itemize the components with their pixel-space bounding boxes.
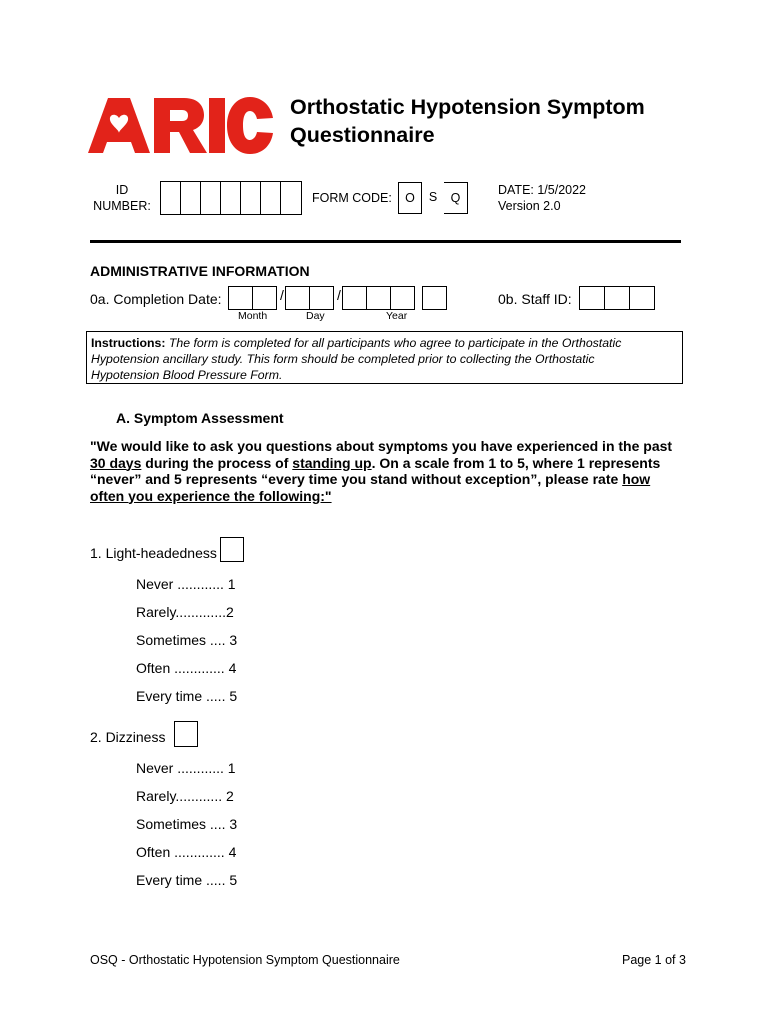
date-slash: / <box>280 287 284 303</box>
id-number-boxes[interactable] <box>160 181 302 215</box>
instructions-line-2: Hypotension ancillary study. This form should be completed prior to collecting the Orthostatic <box>91 352 595 366</box>
year-digit-box[interactable] <box>366 286 391 310</box>
month-digit-box[interactable] <box>252 286 277 310</box>
form-code-letter-q: Q <box>444 182 468 214</box>
footer-page-number: Page 1 of 3 <box>622 953 686 967</box>
completion-date-label: 0a. Completion Date: <box>90 291 222 307</box>
question-2-option-4: Often ............. 4 <box>136 844 237 860</box>
id-digit-box[interactable] <box>220 181 241 215</box>
question-1-option-1: Never ............ 1 <box>136 576 236 592</box>
aric-logo <box>86 96 276 154</box>
id-digit-box[interactable] <box>240 181 261 215</box>
question-1-option-5: Every time ..... 5 <box>136 688 238 704</box>
form-version: Version 2.0 <box>498 199 561 213</box>
question-1-answer-box[interactable] <box>220 537 244 562</box>
question-1-option-4: Often ............. 4 <box>136 660 237 676</box>
staff-id-input[interactable] <box>579 286 655 310</box>
form-code-boxes <box>398 182 468 214</box>
staff-id-label: 0b. Staff ID: <box>498 291 572 307</box>
day-digit-box[interactable] <box>285 286 310 310</box>
id-digit-box[interactable] <box>180 181 201 215</box>
question-2-option-5: Every time ..... 5 <box>136 872 238 888</box>
month-label: Month <box>238 310 268 322</box>
id-digit-box[interactable] <box>160 181 181 215</box>
staff-id-box[interactable] <box>604 286 630 310</box>
staff-id-box[interactable] <box>579 286 605 310</box>
question-1-label: 1. Light-headedness <box>90 545 217 561</box>
question-1-option-2: Rarely.............2 <box>136 604 234 620</box>
form-date: DATE: 1/5/2022 <box>498 183 587 197</box>
id-digit-box[interactable] <box>200 181 221 215</box>
date-slash: / <box>337 287 341 303</box>
question-2-answer-box[interactable] <box>174 721 198 747</box>
question-1-option-3: Sometimes .... 3 <box>136 632 238 648</box>
year-digit-box[interactable] <box>422 286 447 310</box>
instructions-line-3: Hypotension Blood Pressure Form. <box>91 368 283 382</box>
logo-text: ARIC <box>86 96 89 97</box>
question-2-label: 2. Dizziness <box>90 729 166 745</box>
question-2-option-3: Sometimes .... 3 <box>136 816 238 832</box>
title-line-2: Questionnaire <box>290 123 435 147</box>
instructions-box <box>86 331 683 384</box>
section-a-prompt: "We would like to ask you questions about symptoms you have experienced in the past 30 days during the process of standing up. On a scale from 1 to 5, where 1 represents “never” and 5 represents “every time you stand without exception”, please rate how often you experience the following:" <box>90 438 673 504</box>
day-digit-box[interactable] <box>309 286 334 310</box>
staff-id-box[interactable] <box>629 286 655 310</box>
header-divider <box>90 240 681 243</box>
form-code-letter-s: S <box>428 190 438 204</box>
form-code-letter-o: O <box>398 182 422 214</box>
instructions-label: Instructions: <box>91 336 166 350</box>
instructions-line-1: The form is completed for all participants who agree to participate in the Orthostatic <box>165 336 622 350</box>
month-digit-box[interactable] <box>228 286 253 310</box>
question-2-option-1: Never ............ 1 <box>136 760 236 776</box>
id-digit-box[interactable] <box>280 181 302 215</box>
section-a-heading: A. Symptom Assessment <box>116 410 284 426</box>
form-title <box>290 93 730 149</box>
id-number-label: ID NUMBER: <box>93 183 151 213</box>
year-digit-box[interactable] <box>342 286 367 310</box>
question-2-option-2: Rarely............ 2 <box>136 788 234 804</box>
form-code-label: FORM CODE: <box>312 191 392 205</box>
title-line-1: Orthostatic Hypotension Symptom <box>290 95 645 119</box>
id-digit-box[interactable] <box>260 181 281 215</box>
day-label: Day <box>306 310 325 322</box>
footer-form-name: OSQ - Orthostatic Hypotension Symptom Questionnaire <box>90 953 400 967</box>
year-label: Year <box>386 310 408 322</box>
form-date-version <box>498 182 586 214</box>
completion-date-input[interactable] <box>228 286 448 310</box>
year-digit-box[interactable] <box>390 286 415 310</box>
admin-heading: ADMINISTRATIVE INFORMATION <box>90 263 310 279</box>
